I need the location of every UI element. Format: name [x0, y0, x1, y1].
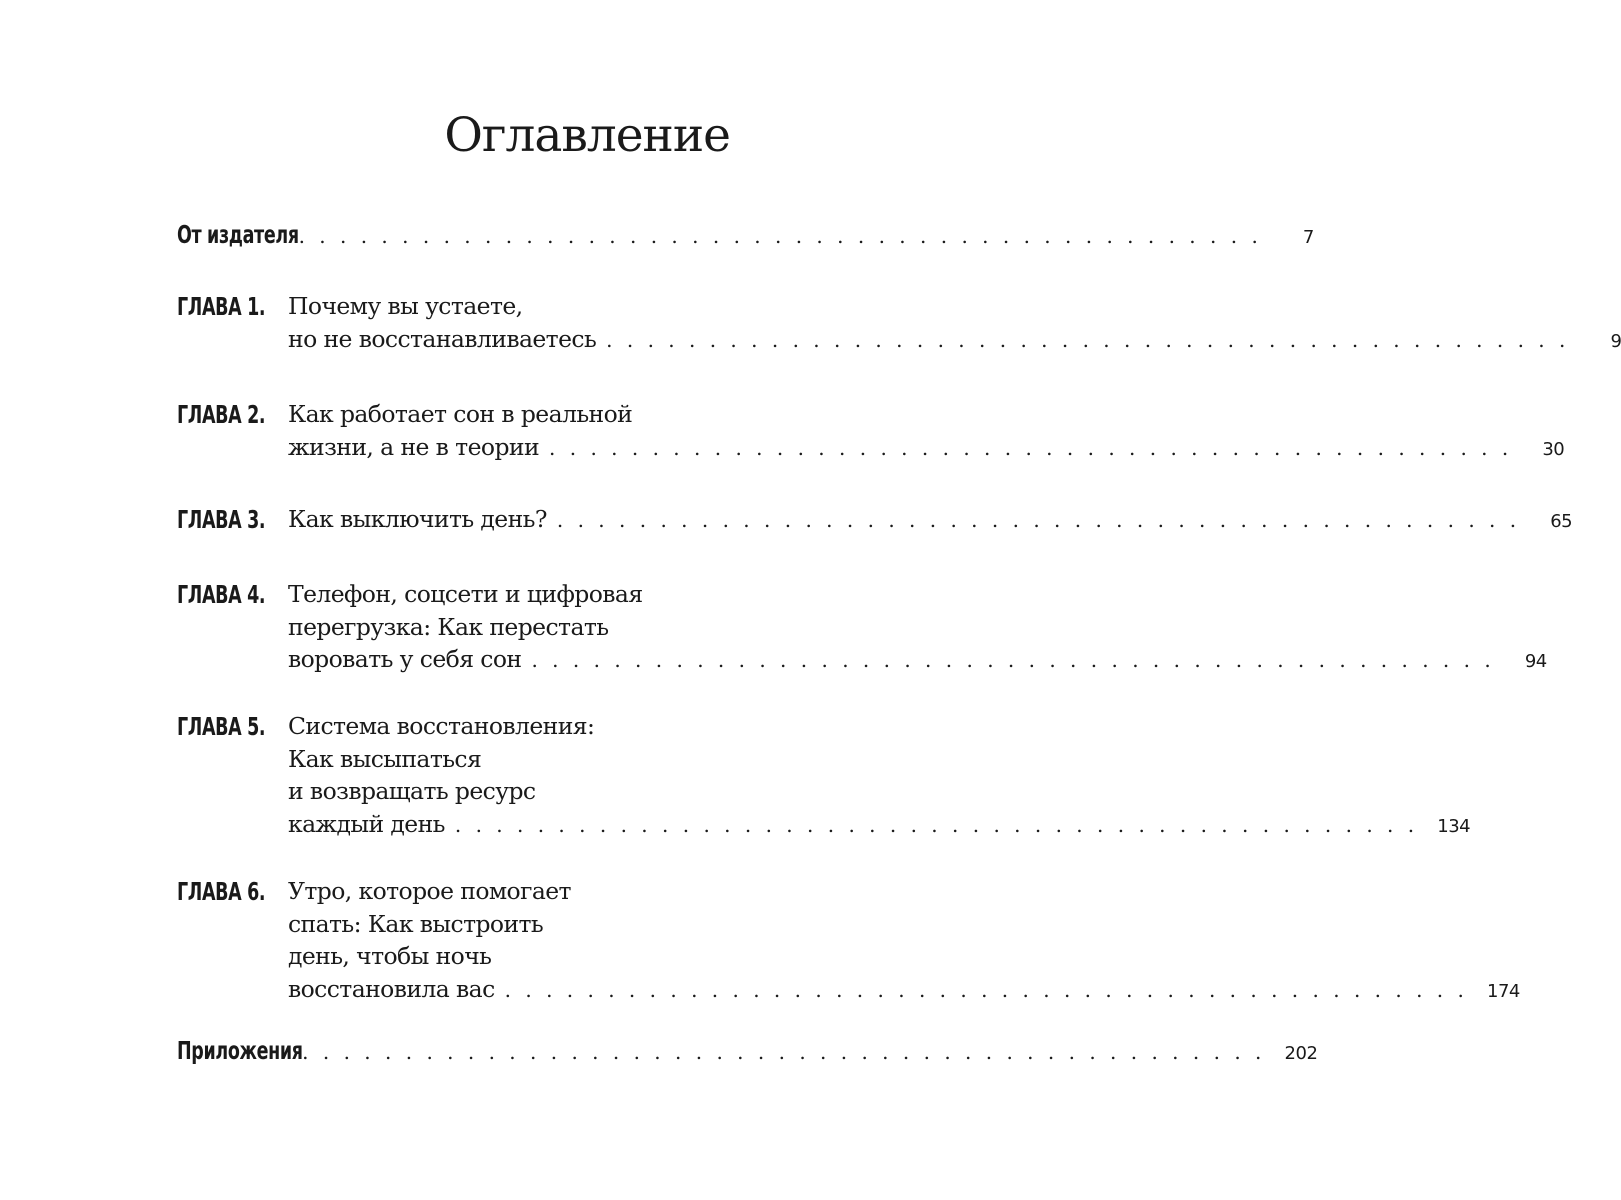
chapter-title-line: Как работает сон в реальной — [288, 400, 633, 428]
chapter-title — [288, 398, 1565, 463]
chapter-label: ГЛАВА 4. — [177, 580, 266, 609]
page-number: 202 — [1284, 1043, 1318, 1064]
dot-leader: . . . . . . . . . . . . . . . . . . . . . . . . . . . . . . . . . . . . . . . . . . . . . . . — [504, 977, 1468, 1002]
dot-leader: . . . . . . . . . . . . . . . . . . . . . . . . . . . . . . . . . . . . . . . . . . . . . . . — [556, 508, 1521, 532]
dot-leader: . . . . . . . . . . . . . . . . . . . . . . . . . . . . . . . . . . . . . . . . . . . . . . . — [549, 435, 1513, 460]
chapter-title-line: Телефон, соцсети и цифровая — [288, 580, 643, 608]
chapter-label: ГЛАВА 2. — [177, 400, 266, 429]
page-number: 7 — [1302, 227, 1314, 248]
chapter-title-line: каждый день . . . . . . . . . . . . . . . . . . . . . . . . . . . . . . . . . . . . . . . . . . . . . . . 134 — [288, 808, 730, 841]
chapter-title-line: Как высыпаться — [288, 744, 482, 773]
page-number: 134 — [1437, 815, 1471, 837]
chapter-title-line: спать: Как выстроить — [288, 909, 544, 938]
page-number: 174 — [1487, 980, 1520, 1002]
chapter-title-line: но не восстанавливаетесь . . . . . . . . . . . . . . . . . . . . . . . . . . . . . . . . . . . . . . . . . . . . . . . 9 — [288, 323, 730, 356]
chapter-title-line: воровать у себя сон . . . . . . . . . . . . . . . . . . . . . . . . . . . . . . . . . . . . . . . . . . . . . . . 94 — [288, 643, 730, 676]
dot-leader: . . . . . . . . . . . . . . . . . . . . . . . . . . . . . . . . . . . . . . . . . . . . . . . — [298, 224, 1262, 248]
chapter-title-line: восстановила вас . . . . . . . . . . . . . . . . . . . . . . . . . . . . . . . . . . . . . . . . . . . . . . . 174 — [288, 973, 730, 1006]
chapter-title-line: Как выключить день? . . . . . . . . . . . . . . . . . . . . . . . . . . . . . . . . . . . . . . . . . . . . . . . 65 — [288, 503, 730, 536]
chapter-title — [288, 290, 1621, 355]
chapter-title-line: Почему вы устаете, — [288, 292, 523, 320]
page-number: 9 — [1610, 330, 1621, 352]
page-number: 94 — [1524, 651, 1547, 672]
chapter-label: ГЛАВА 3. — [177, 505, 266, 534]
chapter-title — [288, 875, 1520, 1005]
page-number: 65 — [1550, 511, 1573, 532]
chapter-label: ГЛАВА 6. — [177, 877, 266, 906]
chapter-title-line: жизни, а не в теории . . . . . . . . . . . . . . . . . . . . . . . . . . . . . . . . . . . . . . . . . . . . . . . 30 — [288, 431, 730, 464]
chapter-title-line: перегрузка: Как перестать — [288, 612, 609, 641]
chapter-title-line: день, чтобы ночь — [288, 942, 492, 970]
dot-leader: . . . . . . . . . . . . . . . . . . . . . . . . . . . . . . . . . . . . . . . . . . . . . . . — [606, 327, 1570, 352]
page-title: Оглавление — [444, 108, 730, 163]
chapter-title — [288, 710, 1471, 840]
chapter-title — [288, 503, 1573, 536]
toc-entry-label: От издателя — [177, 220, 299, 249]
chapter-title — [288, 578, 1547, 676]
table-of-contents — [177, 0, 1621, 1200]
dot-leader: . . . . . . . . . . . . . . . . . . . . . . . . . . . . . . . . . . . . . . . . . . . . . . . — [302, 1040, 1266, 1064]
dot-leader: . . . . . . . . . . . . . . . . . . . . . . . . . . . . . . . . . . . . . . . . . . . . . . . — [454, 812, 1419, 837]
chapter-title-line: и возвращать ресурс — [288, 777, 536, 805]
toc-entry[interactable] — [177, 1036, 1318, 1065]
chapter-label: ГЛАВА 5. — [177, 712, 266, 741]
chapter-label: ГЛАВА 1. — [177, 292, 266, 321]
dot-leader: . . . . . . . . . . . . . . . . . . . . . . . . . . . . . . . . . . . . . . . . . . . . . . . — [531, 648, 1495, 672]
toc-entry-label: Приложения — [177, 1036, 303, 1065]
chapter-title-line: Утро, которое помогает — [288, 877, 571, 905]
page-number: 30 — [1542, 438, 1565, 460]
toc-entry[interactable] — [177, 220, 1314, 249]
chapter-title-line: Система восстановления: — [288, 712, 595, 740]
